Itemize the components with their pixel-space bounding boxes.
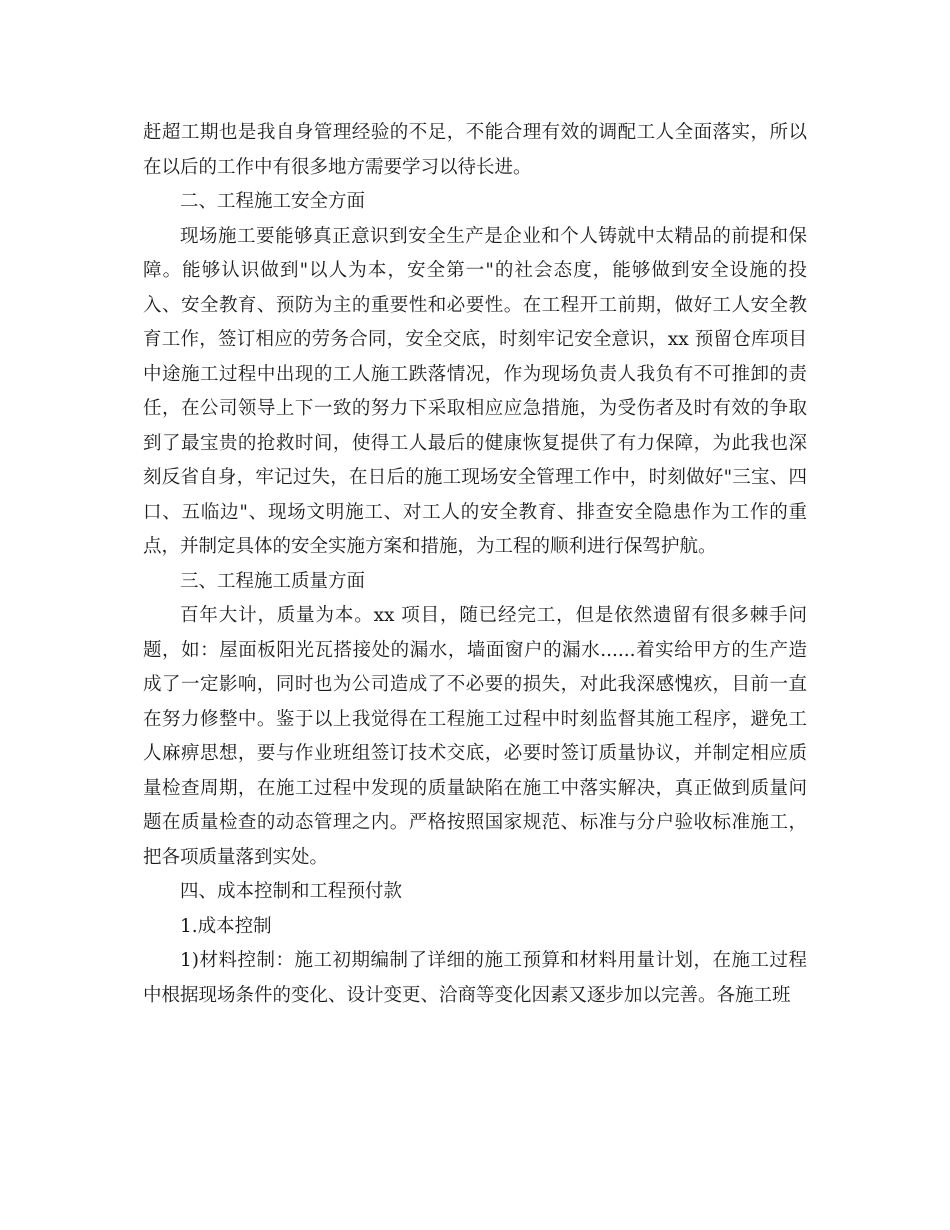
section-heading-quality: 三、工程施工质量方面 [180, 570, 366, 592]
section-heading-cost: 四、成本控制和工程预付款 [180, 881, 403, 902]
paragraph-continuation: 赶超工期也是我自身管理经验的不足，不能合理有效的调配工人全面落实，所以在以后的工作中有很多地方需要学习以待长进。 [143, 122, 807, 178]
document-body [143, 116, 807, 1013]
section-heading-safety: 二、工程施工安全方面 [180, 191, 366, 212]
paragraph-quality: 百年大计，质量为本。xx 项目，随已经完工，但是依然遗留有很多棘手问题，如：屋面板阳光瓦搭接处的漏水，墙面窗户的漏水......着实给甲方的生产造成了一定影响，同时也为公司造成了不必要的损失，对此我深感愧疚，目前一直在努力修整中。鉴于以上我觉得在工程施工过程中时刻监督其施工程序，避免工人麻痹思想，要与作业班组签订技术交底，必要时签订质量协议，并制定相应质量检查周期，在施工过程中发现的质量缺陷在施工中落实解决，真正做到质量问题在质量检查的动态管理之内。严格按照国家规范、标准与分户验收标准施工，把各项质量落到实处。 [143, 605, 807, 868]
paragraph-safety: 现场施工要能够真正意识到安全生产是企业和个人铸就中太精品的前提和保障。能够认识做到"以人为本，安全第一"的社会态度，能够做到安全设施的投入、安全教育、预防为主的重要性和必要性。在工程开工前期，做好工人安全教育工作，签订相应的劳务合同，安全交底，时刻牢记安全意识，xx 预留仓库项目中途施工过程中出现的工人施工跌落情况，作为现场负责人我负有不可推卸的责任，在公司领导上下一致的努力下采取相应应急措施，为受伤者及时有效的争取到了最宝贵的抢救时间，使得工人最后的健康恢复提供了有力保障，为此我也深刻反省自身，牢记过失，在日后的施工现场安全管理工作中，时刻做好"三宝、四口、五临边"、现场文明施工、对工人的安全教育、排查安全隐患作为工作的重点，并制定具体的安全实施方案和措施，为工程的顺利进行保驾护航。 [143, 225, 807, 557]
subheading-cost-control: 1.成本控制 [180, 915, 272, 937]
paragraph-material-control: 1)材料控制：施工初期编制了详细的施工预算和材料用量计划，在施工过程中根据现场条件的变化、设计变更、洽商等变化因素又逐步加以完善。各施工班 [143, 950, 807, 1006]
